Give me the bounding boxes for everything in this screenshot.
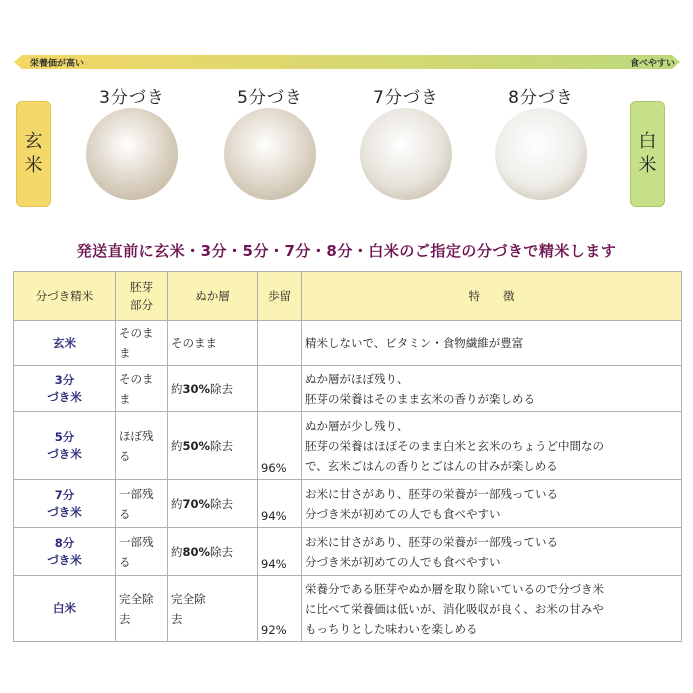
- row-name: 白米: [14, 576, 116, 642]
- rice-sample-label: 5分づき: [237, 88, 303, 108]
- rice-sample-photo: [224, 108, 316, 200]
- table-row: [14, 528, 682, 576]
- row-features: お米に甘さがあり、胚芽の栄養が一部残っている 分づき米が初めての人でも食べやすい: [302, 480, 682, 528]
- row-features: ぬか層がほぼ残り、 胚芽の栄養はそのまま玄米の香りが楽しめる: [302, 366, 682, 412]
- row-yield: 96%: [258, 412, 302, 480]
- rice-sample-photo: [86, 108, 178, 200]
- row-features: お米に甘さがあり、胚芽の栄養が一部残っている 分づき米が初めての人でも食べやすい: [302, 528, 682, 576]
- scale-left-label: 栄養価が高い: [30, 59, 85, 69]
- row-bran: 完全除 去: [168, 576, 258, 642]
- table-header-row: [14, 272, 682, 321]
- row-yield: 92%: [258, 576, 302, 642]
- row-name: 玄米: [14, 321, 116, 366]
- scale-right-label: 食べやすい: [629, 59, 675, 69]
- table-row: [14, 366, 682, 412]
- row-features: 栄養分である胚芽やぬか層を取り除いているので分づき米 に比べて栄養価は低いが、消化吸収が良く、お米の甘みや もっちりとした味わいを楽しめる: [302, 576, 682, 642]
- row-germ: そのま ま: [116, 321, 168, 366]
- nutrition-ease-arrow: [14, 55, 680, 69]
- headline: 発送直前に玄米・3分・5分・7分・8分・白米のご指定の分づきで精米します: [76, 242, 617, 260]
- table-row: [14, 480, 682, 528]
- row-name: 5分 づき米: [14, 412, 116, 480]
- row-bran: 約30%除去: [168, 366, 258, 412]
- rice-sample-label: 3分づき: [99, 88, 165, 108]
- row-yield: 94%: [258, 480, 302, 528]
- rice-sample-photo: [360, 108, 452, 200]
- row-yield: [258, 321, 302, 366]
- table-row: [14, 321, 682, 366]
- table-row: [14, 576, 682, 642]
- row-features: ぬか層が少し残り、 胚芽の栄養はほぼそのまま白米と玄米のちょうど中間なの で、玄米ごはんの香りとごはんの甘みが楽しめる: [302, 412, 682, 480]
- row-yield: 94%: [258, 528, 302, 576]
- row-bran: 約70%除去: [168, 480, 258, 528]
- white-rice-tab: 白 米: [630, 101, 665, 207]
- rice-sample-label: 8分づき: [508, 88, 574, 108]
- header-features: 特 徴: [302, 272, 682, 321]
- rice-sample-label: 7分づき: [373, 88, 439, 108]
- row-name: 8分 づき米: [14, 528, 116, 576]
- row-bran: 約50%除去: [168, 412, 258, 480]
- header-bran: ぬか層: [168, 272, 258, 321]
- row-germ: 完全除 去: [116, 576, 168, 642]
- row-germ: 一部残 る: [116, 528, 168, 576]
- row-germ: ほぼ残 る: [116, 412, 168, 480]
- rice-polishing-table: [13, 271, 682, 642]
- header-polish-level: 分づき精米: [14, 272, 116, 321]
- header-germ: 胚芽 部分: [116, 272, 168, 321]
- row-name: 7分 づき米: [14, 480, 116, 528]
- header-yield: 歩留: [258, 272, 302, 321]
- rice-sample-photo: [495, 108, 587, 200]
- row-name: 3分 づき米: [14, 366, 116, 412]
- brown-rice-tab: 玄 米: [16, 101, 51, 207]
- row-bran: そのまま: [168, 321, 258, 366]
- row-germ: 一部残 る: [116, 480, 168, 528]
- row-yield: [258, 366, 302, 412]
- row-bran: 約80%除去: [168, 528, 258, 576]
- table-row: [14, 412, 682, 480]
- row-germ: そのま ま: [116, 366, 168, 412]
- row-features: 精米しないで、ビタミン・食物繊維が豊富: [302, 321, 682, 366]
